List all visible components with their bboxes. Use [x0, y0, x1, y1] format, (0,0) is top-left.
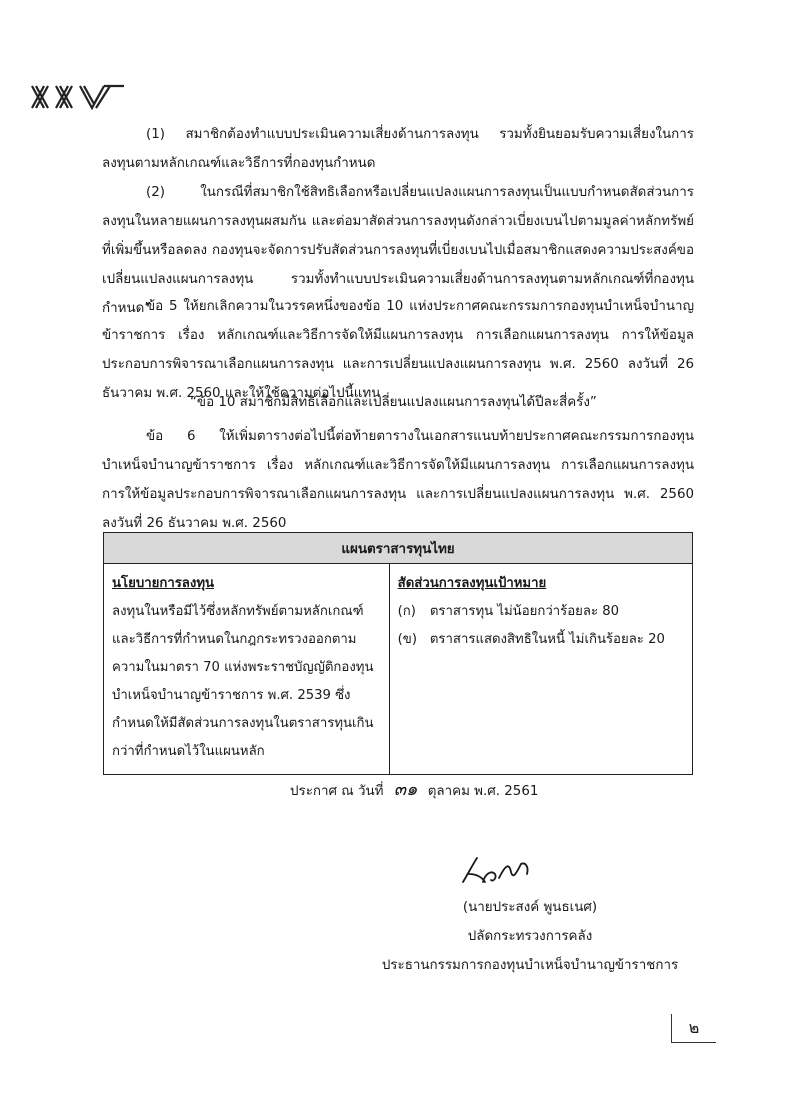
target-cell: [389, 564, 692, 775]
policy-cell: [104, 564, 390, 775]
target-key: (ข): [397, 632, 417, 647]
page-number: ๒: [671, 1014, 716, 1043]
target-row: [398, 626, 684, 654]
table-title: แผนตราสารทุนไทย: [104, 533, 693, 564]
investment-plan-table: [103, 532, 693, 775]
quoted-article-10: “ข้อ 10 สมาชิกมีสิทธิเลือกและเปลี่ยนแปลงแผนการลงทุนได้ปีละสี่ครั้ง”: [190, 395, 597, 410]
xxv-logo: [30, 84, 126, 110]
announcement-prefix: ประกาศ ณ วันที่: [290, 784, 384, 799]
handwritten-signature: [455, 852, 555, 892]
signatory-title: ประธานกรรมการกองทุนบำเหน็จบำนาญข้าราชการ: [381, 958, 679, 973]
paragraph-clause-1: (1) สมาชิกต้องทำแบบประเมินความเสี่ยงด้านการลงทุน รวมทั้งยินยอมรับความเสี่ยงในการลงทุนตามหลักเกณฑ์และวิธีการที่กองทุนกำหนด: [102, 127, 694, 171]
announcement-day: ๓๑: [393, 779, 418, 800]
signatory-title: ปลัดกระทรวงการคลัง: [467, 929, 593, 944]
announcement-month-year: ตุลาคม พ.ศ. 2561: [427, 784, 539, 799]
signatory-name: (นายประสงค์ พูนธเนศ): [462, 900, 598, 915]
target-row: [398, 598, 684, 626]
target-text: ตราสารแสดงสิทธิในหนี้ ไม่เกินร้อยละ 20: [429, 632, 665, 647]
paragraph-clause-2: (2) ในกรณีที่สมาชิกใช้สิทธิเลือกหรือเปลี่ยนแปลงแผนการลงทุนเป็นแบบกำหนดสัดส่วนการลงทุนในหลายแผนการลงทุนผสมกัน และต่อมาสัดส่วนการลงทุนดังกล่าวเบี่ยงเบนไปตามมูลค่าหลักทรัพย์ที่เพิ่มขึ้นหรือลดลง กองทุนจะจัดการปรับสัดส่วนการลงทุนที่เบี่ยงเบนไปเมื่อสมาชิกแสดงความประสงค์ขอเปลี่ยนแปลงแผนการลงทุน รวมทั้งทำแบบประเมินความเสี่ยงด้านการลงทุนตามหลักเกณฑ์ที่กองทุนกำหนด”: [102, 185, 694, 316]
target-header: สัดส่วนการลงทุนเป้าหมาย: [397, 576, 547, 591]
policy-header: นโยบายการลงทุน: [112, 576, 215, 591]
policy-text: ลงทุนในหรือมีไว้ซึ่งหลักทรัพย์ตามหลักเกณฑ์และวิธีการที่กำหนดในกฎกระทรวงออกตามความในมาตรา 70 แห่งพระราชบัญญัติกองทุนบำเหน็จบำนาญข้าราชการ พ.ศ. 2539 ซึ่งกำหนดให้มีสัดส่วนการลงทุนในตราสารทุนเกินกว่าที่กำหนดไว้ในแผนหลัก: [112, 604, 374, 759]
target-key: (ก): [397, 604, 416, 619]
paragraph-article-5: ข้อ 5 ให้ยกเลิกความในวรรคหนึ่งของข้อ 10 แห่งประกาศคณะกรรมการกองทุนบำเหน็จบำนาญข้าราชการ เรื่อง หลักเกณฑ์และวิธีการจัดให้มีแผนการลงทุน การเลือกแผนการลงทุน การให้ข้อมูลประกอบการพิจารณาเลือกแผนการลงทุน และการเปลี่ยนแปลงแผนการลงทุน พ.ศ. 2560 ลงวันที่ 26 ธันวาคม พ.ศ. 2560 และให้ใช้ความต่อไปนี้แทน: [102, 299, 694, 401]
paragraph-article-6: ข้อ 6 ให้เพิ่มตารางต่อไปนี้ต่อท้ายตารางในเอกสารแนบท้ายประกาศคณะกรรมการกองทุนบำเหน็จบำนาญข้าราชการ เรื่อง หลักเกณฑ์และวิธีการจัดให้มีแผนการลงทุน การเลือกแผนการลงทุน การให้ข้อมูลประกอบการพิจารณาเลือกแผนการลงทุน และการเปลี่ยนแปลงแผนการลงทุน พ.ศ. 2560 ลงวันที่ 26 ธันวาคม พ.ศ. 2560: [102, 429, 694, 531]
signatory-block: [330, 893, 730, 980]
target-text: ตราสารทุน ไม่น้อยกว่าร้อยละ 80: [429, 604, 619, 619]
announcement-date: [290, 774, 538, 803]
